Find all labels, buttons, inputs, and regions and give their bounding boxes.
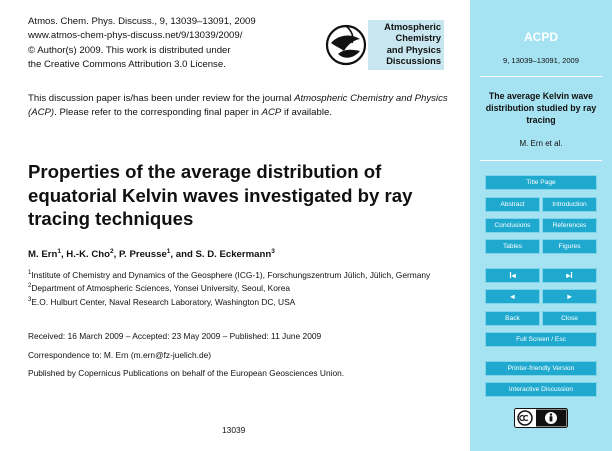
received-dates: Received: 16 March 2009 – Accepted: 23 May 2009 – Published: 11 June 2009	[28, 331, 322, 341]
author-name: S. D. Eckermann	[195, 249, 272, 261]
next-page-button[interactable]: ▸	[542, 289, 597, 304]
divider	[480, 160, 602, 161]
sidebar-authors: M. Ern et al.	[519, 139, 563, 148]
notice-journal: Atmospheric Chemistry and Physics (ACP)	[28, 93, 448, 119]
affil-text: Institute of Chemistry and Dynamics of the Geosphere (ICG-1), Forschungszentrum Jülich, Jülich, Germany	[31, 269, 431, 280]
globe-icon	[322, 21, 370, 69]
affil-number: 3	[28, 296, 32, 303]
author-separator: , and	[170, 249, 196, 261]
license-line: the Creative Commons Attribution 3.0 License.	[28, 58, 226, 70]
conclusions-button[interactable]: Conclusions	[485, 218, 540, 233]
review-notice	[28, 92, 458, 121]
logo-line-3: and Physics	[386, 44, 441, 55]
title-page-button[interactable]: Title Page	[485, 175, 597, 190]
author-name: H.-K. Cho	[66, 249, 110, 261]
affil-number: 2	[28, 283, 32, 290]
affiliation-item	[28, 268, 458, 281]
author-name: M. Ern	[28, 249, 58, 261]
back-button[interactable]: Back	[485, 311, 540, 326]
author-affil-ref: 3	[271, 248, 275, 255]
author-separator: ,	[60, 249, 67, 261]
author-name: P. Preusse	[118, 249, 167, 261]
author-list	[28, 248, 275, 260]
author-affil-ref: 1	[166, 248, 171, 255]
navigation-sidebar	[470, 0, 612, 451]
citation-block	[28, 15, 256, 72]
abstract-button[interactable]: Abstract	[485, 197, 540, 212]
last-page-button[interactable]: ▸I	[542, 268, 597, 283]
correspondence: Correspondence to: M. Ern (m.ern@fz-juelich.de)	[28, 350, 212, 360]
affil-number: 1	[28, 270, 32, 276]
author-affil-ref: 2	[110, 248, 114, 255]
page-number: 13039	[222, 425, 246, 435]
references-button[interactable]: References	[542, 218, 597, 233]
affiliation-list	[28, 268, 458, 308]
close-button[interactable]: Close	[542, 311, 597, 326]
notice-prefix: This discussion paper is/has been under review for the journal	[28, 93, 295, 104]
sidebar-citation: 9, 13039–13091, 2009	[502, 56, 579, 65]
divider	[480, 76, 602, 77]
logo-line-4: Discussions	[386, 55, 441, 66]
sidebar-title: The average Kelvin wave distribution studied by ray tracing	[485, 91, 597, 125]
full-screen-button[interactable]: Full Screen / Esc	[485, 332, 597, 347]
first-page-button[interactable]: I◂	[485, 268, 540, 283]
affil-text: E.O. Hulburt Center, Naval Research Laboratory, Washington DC, USA	[31, 296, 296, 307]
figures-button[interactable]: Figures	[542, 239, 597, 254]
notice-suffix: if available.	[281, 107, 332, 119]
author-separator: ,	[113, 249, 119, 261]
notice-acp: ACP	[261, 107, 282, 119]
journal-logo	[322, 20, 444, 70]
logo-text	[384, 22, 441, 67]
notice-middle: . Please refer to the corresponding final paper in	[54, 107, 262, 119]
interactive-discussion-button[interactable]: Interactive Discussion	[485, 382, 597, 397]
affiliation-item	[28, 295, 458, 308]
introduction-button[interactable]: Introduction	[542, 197, 597, 212]
author-affil-ref: 1	[57, 248, 61, 255]
logo-line-2: Chemistry	[395, 33, 441, 44]
logo-line-1: Atmospheric	[384, 22, 441, 32]
journal-line: Atmos. Chem. Phys. Discuss., 9, 13039–13091, 2009	[28, 16, 256, 27]
tables-button[interactable]: Tables	[485, 239, 540, 254]
affil-text: Department of Atmospheric Sciences, Yonsei University, Seoul, Korea	[31, 283, 291, 294]
journal-abbrev: ACPD	[523, 30, 558, 44]
journal-url[interactable]: www.atmos-chem-phys-discuss.net/9/13039/2009/	[28, 30, 243, 42]
affiliation-item	[28, 281, 458, 294]
copyright-line: © Author(s) 2009. This work is distributed under	[28, 44, 231, 56]
printer-friendly-button[interactable]: Printer-friendly Version	[485, 361, 597, 376]
creative-commons-icon[interactable]	[514, 408, 568, 428]
previous-page-button[interactable]: ◂	[485, 289, 540, 304]
paper-title: Properties of the average distribution of equatorial Kelvin waves investigated by ray tracing techniques	[28, 161, 413, 229]
publisher-note: Published by Copernicus Publications on behalf of the European Geosciences Union.	[28, 368, 345, 378]
